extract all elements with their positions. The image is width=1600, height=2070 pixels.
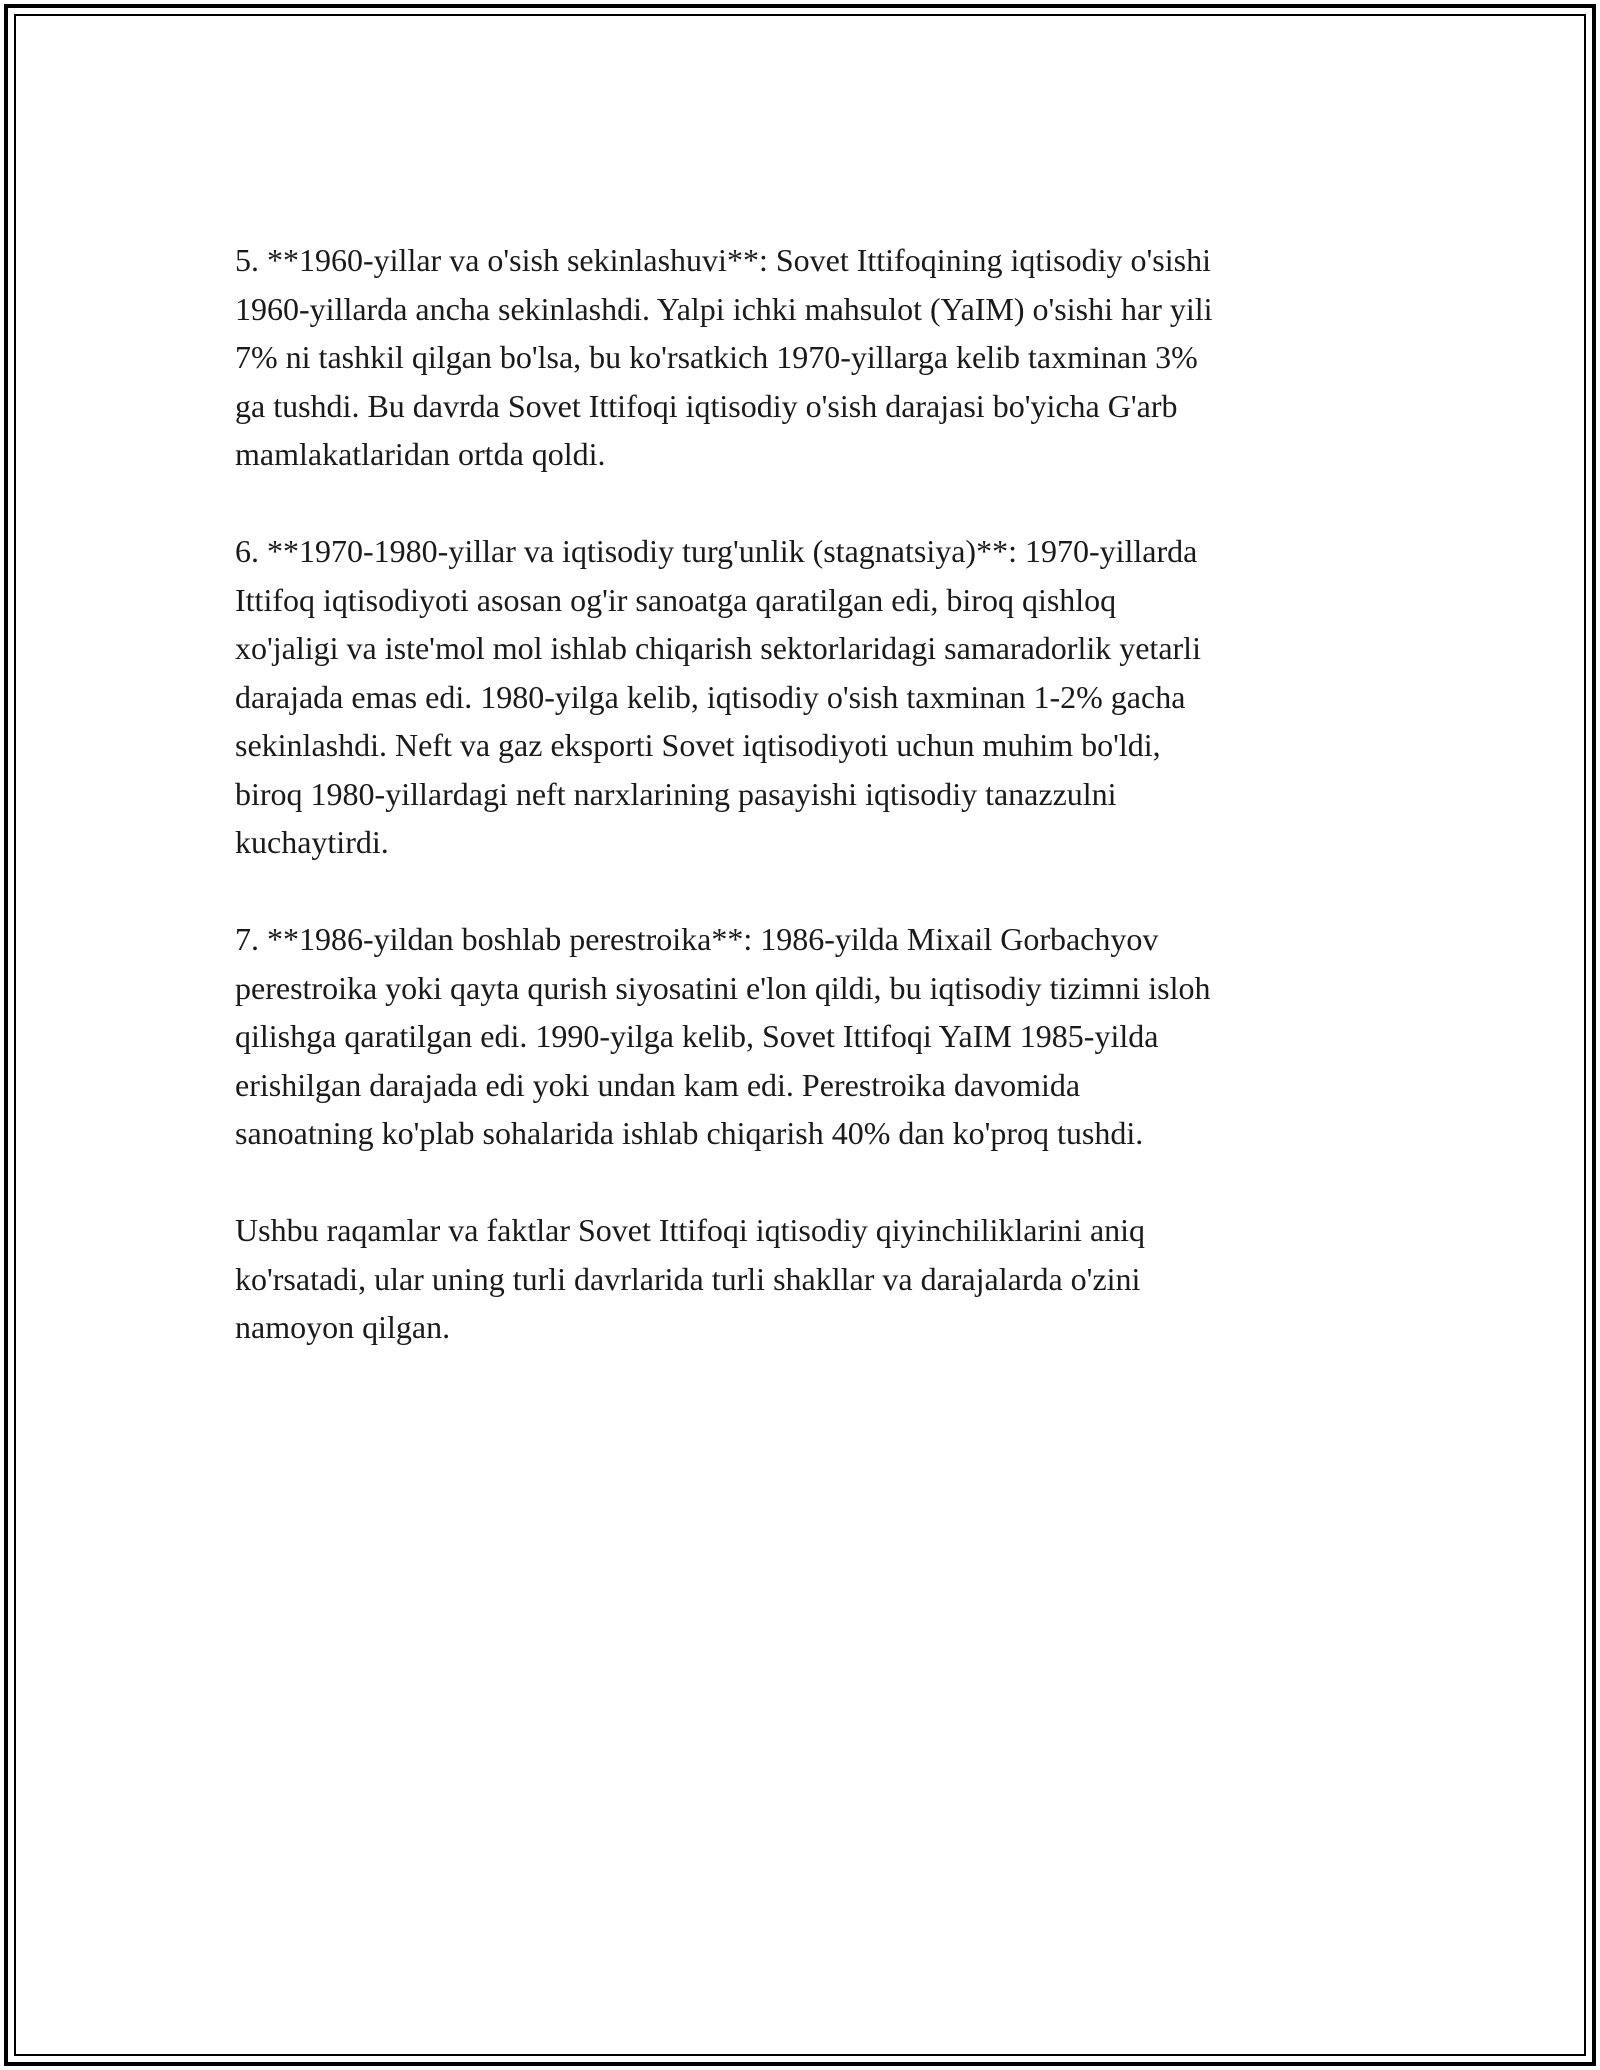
text-line: darajada emas edi. 1980-yilga kelib, iqtisodiy o'sish taxminan 1-2% gacha — [235, 678, 1186, 715]
text-line: 5. **1960-yillar va o'sish sekinlashuvi**: Sovet Ittifoqining iqtisodiy o'sishi — [235, 242, 1211, 278]
text-line: 6. **1970-1980-yillar va iqtisodiy turg'unlik (stagnatsiya)**: 1970-yillarda — [235, 533, 1198, 569]
text-line: mamlakatlaridan ortda qoldi. — [235, 436, 606, 472]
paragraph-perestroika — [235, 915, 1375, 1158]
text-line: qilishga qaratilgan edi. 1990-yilga kelib, Sovet Ittifoqi YaIM 1985-yilda — [235, 1018, 1159, 1054]
text-line: sekinlashdi. Neft va gaz eksporti Sovet iqtisodiyoti uchun muhim bo'ldi, — [235, 727, 1161, 763]
paragraph-conclusion — [235, 1206, 1375, 1352]
text-line: perestroika yoki qayta qurish siyosatini e'lon qildi, bu iqtisodiy tizimni isloh — [235, 969, 1211, 1006]
text-line: Ittifoq iqtisodiyoti asosan og'ir sanoatga qaratilgan edi, biroq qishloq — [235, 581, 1117, 618]
document-body — [235, 236, 1375, 1400]
text-line: namoyon qilgan. — [235, 1309, 451, 1345]
text-line: sanoatning ko'plab sohalarida ishlab chiqarish 40% dan ko'proq tushdi. — [235, 1115, 1144, 1151]
text-line: 7. **1986-yildan boshlab perestroika**: 1986-yilda Mixail Gorbachyov — [235, 921, 1159, 957]
text-line: 1960-yillarda ancha sekinlashdi. Yalpi ichki mahsulot (YaIM) o'sishi har yili — [235, 290, 1213, 327]
text-line: erishilgan darajada edi yoki undan kam edi. Perestroika davomida — [235, 1066, 1081, 1103]
text-line: Ushbu raqamlar va faktlar Sovet Ittifoqi iqtisodiy qiyinchiliklarini aniq — [235, 1212, 1146, 1248]
text-line: xo'jaligi va iste'mol mol ishlab chiqarish sektorlaridagi samaradorlik yetarli — [235, 630, 1201, 666]
paragraph-stagnation — [235, 527, 1375, 867]
text-line: biroq 1980-yillardagi neft narxlarining pasayishi iqtisodiy tanazzulni — [235, 775, 1117, 812]
text-line: 7% ni tashkil qilgan bo'lsa, bu ko'rsatkich 1970-yillarga kelib taxminan 3% — [235, 339, 1198, 375]
text-line: kuchaytirdi. — [235, 824, 389, 860]
text-line: ga tushdi. Bu davrda Sovet Ittifoqi iqtisodiy o'sish darajasi bo'yicha G'arb — [235, 387, 1178, 424]
paragraph-1960s-slowdown — [235, 236, 1375, 479]
text-line: ko'rsatadi, ular uning turli davrlarida turli shakllar va darajalarda o'zini — [235, 1260, 1141, 1297]
